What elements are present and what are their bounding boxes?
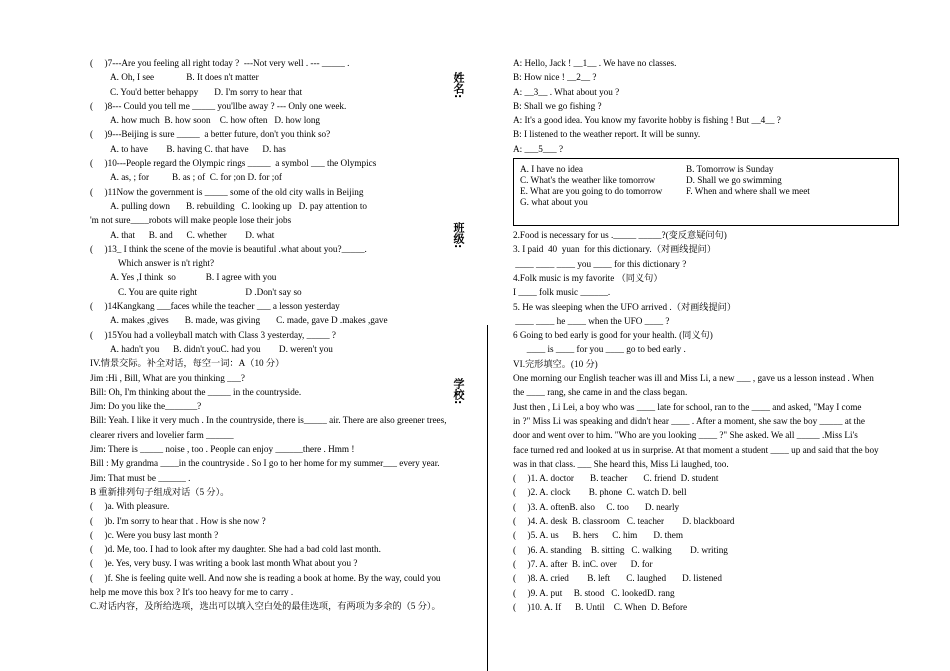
- question-line: ( )15You had a volleyball match with Class 3 yesterday, _____ ?: [90, 329, 336, 340]
- dialogue-line: clearer rivers and lovelier farm ______: [90, 429, 234, 440]
- question-line: ( )13_ I think the scene of the movie is beautiful .what about you?_____.: [90, 243, 367, 254]
- cloze-option-line: ( )6. A. standing B. sitting C. walking D. writing: [513, 544, 728, 555]
- cloze-option-line: ( )8. A. cried B. left C. laughed D. listened: [513, 573, 722, 584]
- exercise-line: 5. He was sleeping when the UFO arrived .（对画线提问）: [513, 301, 737, 312]
- option-c: C. What's the weather like tomorrow: [520, 175, 656, 186]
- dialogue-line: A: It's a good idea. You know my favorite hobby is fishing ! But __4__ ?: [513, 115, 781, 126]
- sentence-line: ( )f. She is feeling quite well. And now she is reading a book at home. By the way, could you: [90, 572, 441, 583]
- dialogue-line: B: I listened to the weather report. It will be sunny.: [513, 129, 701, 140]
- dialogue-line: Jim :Hi , Bill, What are you thinking ___?: [90, 372, 245, 383]
- question-line: ( )9---Beijing is sure _____ a better future, don't you think so?: [90, 129, 331, 140]
- option-line: C. You'd better behappy D. I'm sorry to hear that: [110, 86, 303, 97]
- sentence-line: ( )c. Were you busy last month ?: [90, 529, 219, 540]
- question-line: ( )10---People regard the Olympic rings _____ a symbol ___ the Olympics: [90, 158, 377, 169]
- cloze-option-line: ( )3. A. oftenB. also C. too D. nearly: [513, 501, 680, 512]
- question-line: Which answer is n't right?: [118, 258, 215, 269]
- dialogue-line: B: Shall we go fishing ?: [513, 100, 602, 111]
- dialogue-line: A: ___5___ ?: [513, 143, 564, 154]
- exercise-line: 2.Food is necessary for us ._____ _____?(变反意疑问句): [513, 230, 727, 241]
- section-heading: IV.情景交际。补全对话，每空一词：A（10 分）: [90, 358, 285, 369]
- option-line: A. how much B. how soon C. how often D. how long: [110, 115, 321, 126]
- question-line: 'm not sure____robots will make people lose their jobs: [90, 215, 292, 226]
- section-heading: C.对话内容，及所给选项，选出可以填入空白处的最佳选项，有两项为多余的（5 分）。: [90, 601, 441, 612]
- option-line: A. Oh, I see B. It does n't matter: [110, 72, 259, 83]
- passage-line: the ____ rang, she came in and the class began.: [513, 387, 688, 398]
- option-d: D. Shall we go swimming: [686, 175, 782, 186]
- section-heading: VI.完形填空。(10 分): [513, 358, 598, 369]
- cloze-option-line: ( )2. A. clock B. phone C. watch D. bell: [513, 487, 687, 498]
- dialogue-line: Bill : My grandma ____in the countryside . So I go to her home for my summer___ every year.: [90, 458, 440, 469]
- exercise-line: 6 Going to bed early is good for your health. (同义句): [513, 330, 713, 341]
- passage-line: face turned red and looked at us in surprise. At that moment a student ____ up and said that the boy: [513, 444, 879, 455]
- school-label: 学校:: [452, 378, 465, 405]
- sentence-line: ( )a. With pleasure.: [90, 501, 170, 512]
- dialogue-line: Jim: That must be ______ .: [90, 472, 191, 483]
- option-line: A. as, ; for B. as ; of C. for ;on D. for ;of: [110, 172, 282, 183]
- sentence-line: ( )d. Me, too. I had to look after my daughter. She had a bad cold last month.: [90, 544, 381, 555]
- option-f: F. When and where shall we meet: [686, 186, 810, 197]
- exercise-line: I ____ folk music ______.: [513, 287, 611, 298]
- question-line: ( )8--- Could you tell me _____ you'llbe away ? --- Only one week.: [90, 100, 347, 111]
- dialogue-line: Bill: Yeah. I like it very much . In the countryside, there is_____ air. There are also greener trees,: [90, 415, 447, 426]
- name-label: 姓名:: [452, 72, 465, 99]
- passage-line: One morning our English teacher was ill and Miss Li, a new ___ , gave us a lesson instead . When: [513, 373, 874, 384]
- passage-line: in ?" Miss Li was speaking and didn't hear ____ . After a moment, she saw the boy _____ at the: [513, 415, 865, 426]
- option-e: E. What are you going to do tomorrow: [520, 186, 663, 197]
- dialogue-line: Jim: There is _____ noise , too . People can enjoy ______there . Hmm !: [90, 444, 355, 455]
- passage-line: was in that class. ___ She heard this, Miss Li laughed, too.: [513, 458, 729, 469]
- option-line: A. to have B. having C. that have D. has: [110, 143, 286, 154]
- cloze-option-line: ( )4. A. desk B. classroom C. teacher D. blackboard: [513, 516, 735, 527]
- cloze-option-line: ( )5. A. us B. hers C. him D. them: [513, 530, 683, 541]
- exercise-line: 3. I paid 40 yuan for this dictionary.（对画线提问）: [513, 244, 717, 255]
- exercise-line: ____ is ____ for you ____ go to bed early .: [513, 344, 686, 355]
- exercise-line: ____ ____ he ____ when the UFO ____ ?: [513, 315, 670, 326]
- dialogue-line: Jim: Do you like the_______?: [90, 401, 202, 412]
- section-heading: B 重新排列句子组成对话（5 分）。: [90, 486, 230, 497]
- cloze-option-line: ( )7. A. after B. inC. over D. for: [513, 558, 653, 569]
- option-a: A. I have no idea: [520, 164, 584, 175]
- cloze-option-line: ( )10. A. If B. Until C. When D. Before: [513, 601, 688, 612]
- right-column: [513, 56, 901, 614]
- column-divider: [487, 325, 488, 671]
- sentence-line: ( )e. Yes, very busy. I was writing a book last month What about you ?: [90, 558, 358, 569]
- question-line: ( )11Now the government is _____ some of the old city walls in Beijing: [90, 186, 364, 197]
- option-b: B. Tomorrow is Sunday: [686, 164, 774, 175]
- passage-line: door and went over to him. "Who are you looking ____ ?" She asked. We all _____ .Miss Li's: [513, 430, 858, 441]
- option-line: A. that B. and C. whether D. what: [110, 229, 275, 240]
- passage-line: Just then , Li Lei, a boy who was ____ late for school, ran to the ____ and asked, "May I come: [513, 401, 862, 412]
- options-box: [513, 158, 899, 226]
- option-line: A. makes ,gives B. made, was giving C. made, gave D .makes ,gave: [110, 315, 388, 326]
- question-line: ( )14Kangkang ___faces while the teacher ___ a lesson yesterday: [90, 301, 340, 312]
- cloze-option-line: ( )9. A. put B. stood C. lookedD. rang: [513, 587, 675, 598]
- option-line: C. You are quite right D .Don't say so: [118, 286, 302, 297]
- exercise-line: 4.Folk music is my favorite （同义句）: [513, 272, 663, 283]
- question-line: ( )7---Are you feeling all right today ? ---Not very well . --- _____ .: [90, 58, 350, 68]
- dialogue-line: B: How nice ! __2__ ?: [513, 72, 597, 83]
- cloze-option-line: ( )1. A. doctor B. teacher C. friend D. student: [513, 473, 719, 484]
- dialogue-line: A: Hello, Jack ! __1__ . We have no classes.: [513, 58, 677, 68]
- exercise-line: ____ ____ ____ you ____ for this dictionary ?: [513, 258, 687, 269]
- class-label: 班级:: [452, 222, 465, 249]
- left-column: [90, 56, 478, 614]
- sentence-line: ( )b. I'm sorry to hear that . How is she now ?: [90, 515, 266, 526]
- option-line: A. pulling down B. rebuilding C. looking up D. pay attention to: [110, 200, 367, 211]
- option-line: A. hadn't you B. didn't youC. had you D. weren't you: [110, 343, 333, 354]
- dialogue-line: Bill: Oh, I'm thinking about the _____ in the countryside.: [90, 386, 302, 397]
- dialogue-line: A: __3__ . What about you ?: [513, 86, 620, 97]
- option-line: A. Yes ,I think so B. I agree with you: [110, 272, 277, 283]
- option-g: G. what about you: [520, 197, 588, 208]
- sentence-line: help me move this box ? It's too heavy for me to carry .: [90, 586, 294, 597]
